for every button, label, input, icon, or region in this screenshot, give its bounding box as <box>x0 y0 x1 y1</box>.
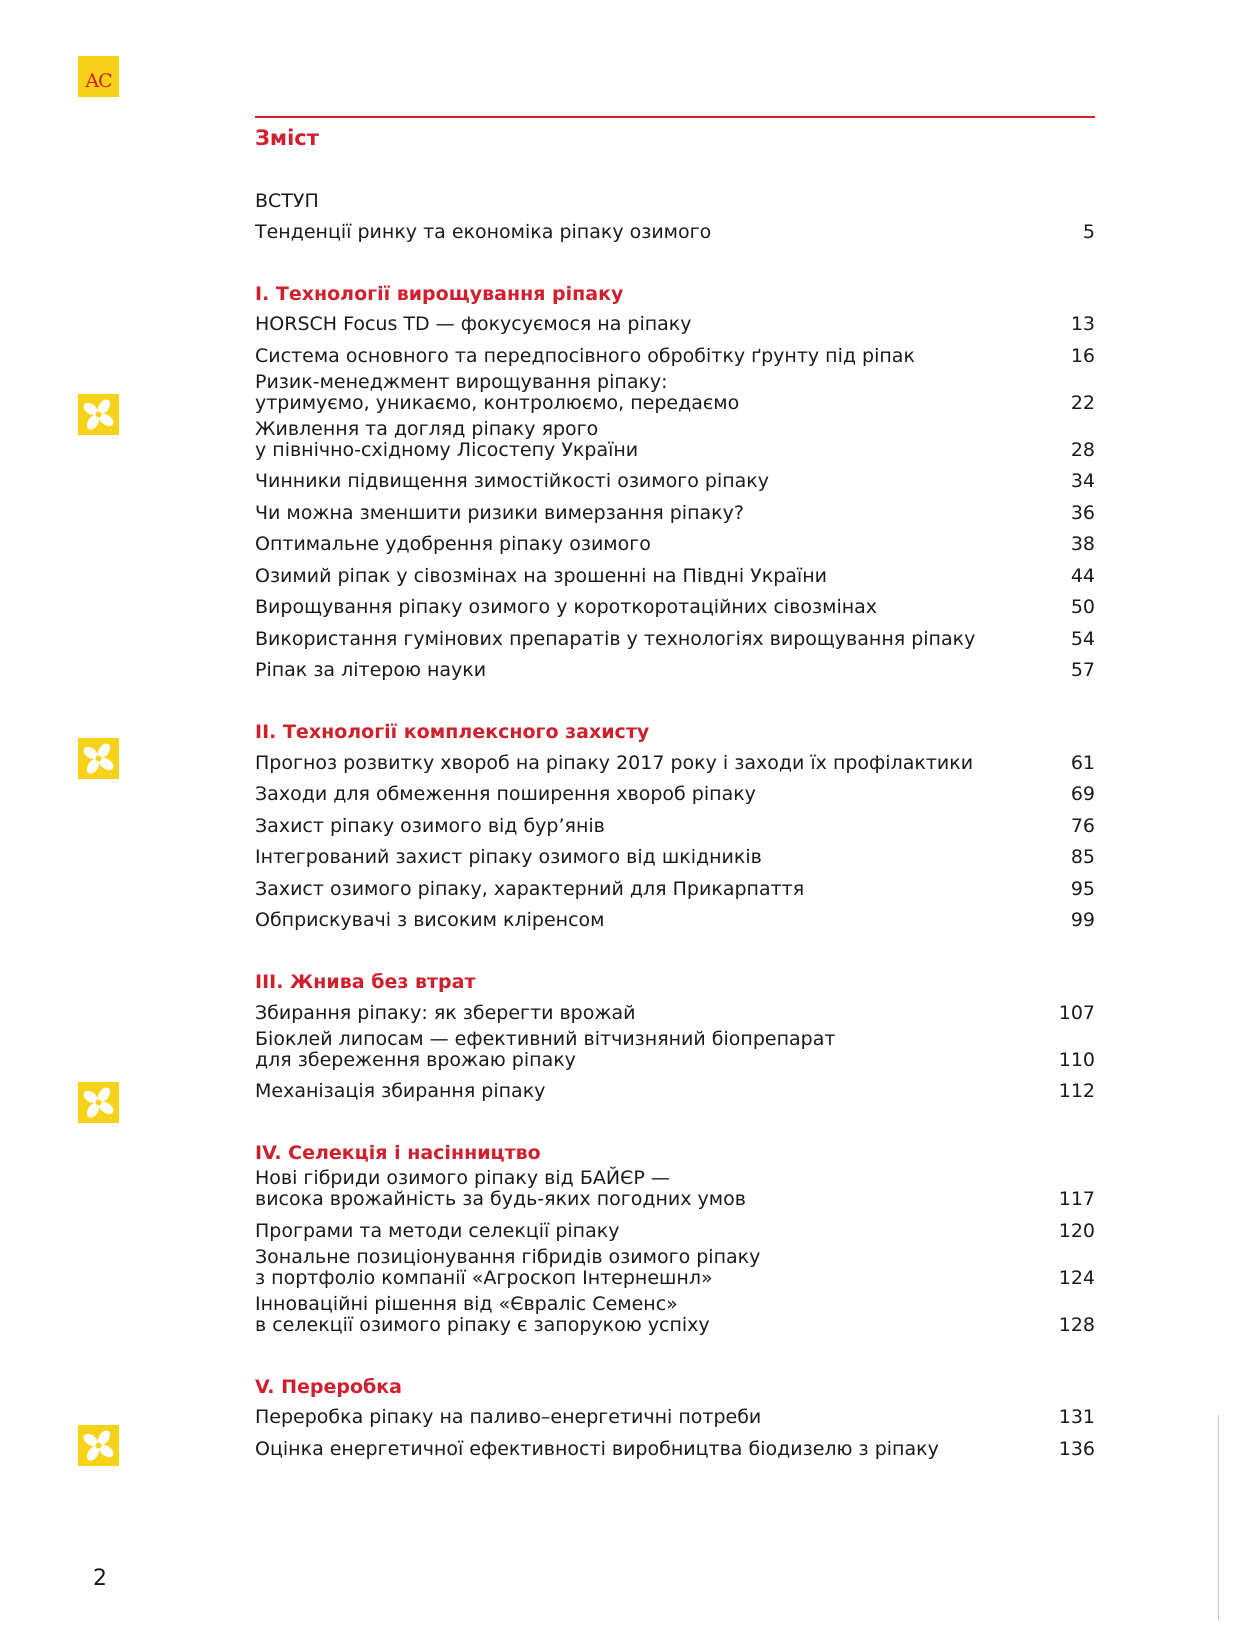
toc-section <box>255 279 1095 687</box>
toc-entry-page: 36 <box>1070 501 1095 524</box>
toc-entry-title: Захист ріпаку озимого від бур’янів <box>255 814 605 837</box>
toc-entry[interactable] <box>255 1029 1095 1076</box>
section-heading: IV. Селекція і насінництво <box>255 1142 541 1164</box>
toc-entry[interactable] <box>255 1247 1095 1294</box>
toc-entry-page: 95 <box>1070 877 1095 900</box>
header-rule <box>255 116 1095 118</box>
toc-entry[interactable] <box>255 340 1095 372</box>
rapeseed-flower-icon <box>78 394 119 435</box>
toc-entry-title: Ризик-менеджмент вирощування ріпаку: утримуємо, уникаємо, контролюємо, передаємо <box>255 370 740 414</box>
section-heading: ІІ. Технології комплексного захисту <box>255 721 650 743</box>
toc-entry-title: Обприскувачі з високим кліренсом <box>255 909 605 931</box>
toc-entry-page: 110 <box>1058 1048 1095 1071</box>
toc-entry[interactable] <box>255 997 1095 1029</box>
logo-text: AC <box>85 69 112 92</box>
toc-entry-title: Використання гумінових препаратів у технологіях вирощування ріпаку <box>255 627 976 650</box>
toc-entry-page: 136 <box>1058 1437 1095 1460</box>
toc-entry[interactable] <box>255 1215 1095 1247</box>
toc-entry[interactable] <box>255 873 1095 905</box>
toc-entry-title: Озимий ріпак у сівозмінах на зрошенні на Півдні України <box>255 564 827 587</box>
toc-entry-title: Чинники підвищення зимостійкості озимого ріпаку <box>255 470 770 492</box>
toc-entry-title: Оптимальне удобрення ріпаку озимого <box>255 533 651 555</box>
toc-entry-page: 112 <box>1058 1080 1095 1102</box>
toc-entry-page: 85 <box>1070 846 1095 868</box>
toc-entry[interactable] <box>255 560 1095 592</box>
publisher-logo <box>78 56 119 97</box>
toc-entry[interactable] <box>255 1294 1095 1341</box>
toc-entry[interactable] <box>255 810 1095 842</box>
toc-entry-page: 61 <box>1070 751 1095 774</box>
toc-entry-title: Програми та методи селекції ріпаку <box>255 1219 620 1242</box>
section-heading: V. Переробка <box>255 1375 402 1398</box>
toc-section <box>255 717 1095 936</box>
toc-entry-title: Прогноз розвитку хвороб на ріпаку 2017 року і заходи їх профілактики <box>255 751 974 774</box>
toc-section <box>255 967 1095 1107</box>
toc-entry-page: 44 <box>1070 564 1095 587</box>
rapeseed-flower-icon <box>78 1082 119 1123</box>
toc-entry[interactable] <box>255 592 1095 624</box>
toc-entry-page: 69 <box>1070 783 1095 805</box>
toc-entry-page: 28 <box>1070 438 1095 461</box>
toc-entry-page: 5 <box>1082 220 1095 243</box>
toc-entry-page: 50 <box>1070 596 1095 618</box>
toc-entry-page: 22 <box>1070 391 1095 414</box>
toc-entry-title: Нові гібриди озимого ріпаку від БАЙЄР — висока врожайність за будь-яких погодних умов <box>255 1167 746 1210</box>
toc-entry-title: Захист озимого ріпаку, характерний для Прикарпаття <box>255 877 805 900</box>
toc-entry-title: Інтегрований захист ріпаку озимого від шкідників <box>255 846 762 868</box>
toc-entry-title: Живлення та догляд ріпаку ярого у північно-східному Лісостепу України <box>255 417 639 461</box>
toc-entry-page: 128 <box>1058 1313 1095 1336</box>
toc-entry[interactable] <box>255 216 1095 248</box>
toc-entry-page: 38 <box>1070 533 1095 555</box>
toc-entry-title: Оцінка енергетичної ефективності виробництва біодизелю з ріпаку <box>255 1437 939 1460</box>
toc-entry-title: Ріпак за літерою науки <box>255 659 487 681</box>
toc-entry[interactable] <box>255 1076 1095 1108</box>
toc-entry-page: 117 <box>1058 1188 1095 1210</box>
toc-entry-title: Переробка ріпаку на паливо–енергетичні потреби <box>255 1406 762 1428</box>
rapeseed-flower-icon <box>78 738 119 779</box>
toc-entry-title: Вирощування ріпаку озимого у короткоротаційних сівозмінах <box>255 596 878 618</box>
toc-entry-page: 120 <box>1058 1219 1095 1242</box>
section-heading: ІІІ. Жнива без втрат <box>255 971 476 993</box>
toc-entry-title: Механізація збирання ріпаку <box>255 1080 546 1102</box>
toc-entry[interactable] <box>255 419 1095 466</box>
toc-entry[interactable] <box>255 529 1095 561</box>
toc-entry-page: 54 <box>1070 627 1095 650</box>
toc-entry[interactable] <box>255 309 1095 341</box>
toc-entry-page: 99 <box>1070 909 1095 931</box>
toc-entry[interactable] <box>255 905 1095 937</box>
toc-entry[interactable] <box>255 1433 1095 1465</box>
toc-entry-page: 131 <box>1058 1406 1095 1428</box>
section-heading: ВСТУП <box>255 190 319 212</box>
rapeseed-flower-icon <box>78 1425 119 1466</box>
toc-entry[interactable] <box>255 372 1095 419</box>
section-heading: І. Технології вирощування ріпаку <box>255 282 624 305</box>
toc-entry[interactable] <box>255 1168 1095 1215</box>
toc-title: Зміст <box>255 126 319 150</box>
toc-entry[interactable] <box>255 623 1095 655</box>
toc-entry-title: Чи можна зменшити ризики вимерзання ріпаку? <box>255 501 744 524</box>
toc-entry-page: 76 <box>1070 814 1095 837</box>
toc-entry-title: Збирання ріпаку: як зберегти врожай <box>255 1001 636 1024</box>
toc-entry[interactable] <box>255 747 1095 779</box>
toc-section <box>255 186 1095 248</box>
toc-entry-page: 34 <box>1070 470 1095 492</box>
toc-entry[interactable] <box>255 497 1095 529</box>
page-edge-line <box>1218 1415 1219 1620</box>
toc-entry-title: Заходи для обмеження поширення хвороб ріпаку <box>255 783 756 805</box>
toc-entry-page: 57 <box>1070 659 1095 681</box>
toc-section <box>255 1138 1095 1341</box>
toc-entry-title: Тенденції ринку та економіка ріпаку озимого <box>255 220 712 243</box>
toc-entry-title: Система основного та передпосівного обробітку ґрунту під ріпак <box>255 344 915 367</box>
table-of-contents <box>255 186 1095 1496</box>
page-number: 2 <box>93 1566 107 1591</box>
toc-entry-page: 16 <box>1070 344 1095 367</box>
toc-entry-title: HORSCH Focus TD — фокусуємося на ріпаку <box>255 313 692 335</box>
toc-entry-page: 124 <box>1058 1266 1095 1289</box>
toc-entry-page: 13 <box>1070 313 1095 335</box>
toc-entry[interactable] <box>255 655 1095 687</box>
toc-section <box>255 1372 1095 1465</box>
toc-entry[interactable] <box>255 466 1095 498</box>
toc-entry[interactable] <box>255 779 1095 811</box>
toc-entry[interactable] <box>255 1402 1095 1434</box>
toc-entry-title: Зональне позиціонування гібридів озимого ріпаку з портфоліо компанії «Агроскоп Інтернешнл» <box>255 1245 761 1289</box>
toc-entry-title: Біоклей липосам — ефективний вітчизняний біопрепарат для збереження врожаю ріпаку <box>255 1027 836 1071</box>
toc-entry-page: 107 <box>1058 1001 1095 1024</box>
toc-entry-title: Інноваційні рішення від «Євраліс Семенс» в селекції озимого ріпаку є запорукою успіху <box>255 1292 710 1336</box>
toc-entry[interactable] <box>255 842 1095 874</box>
